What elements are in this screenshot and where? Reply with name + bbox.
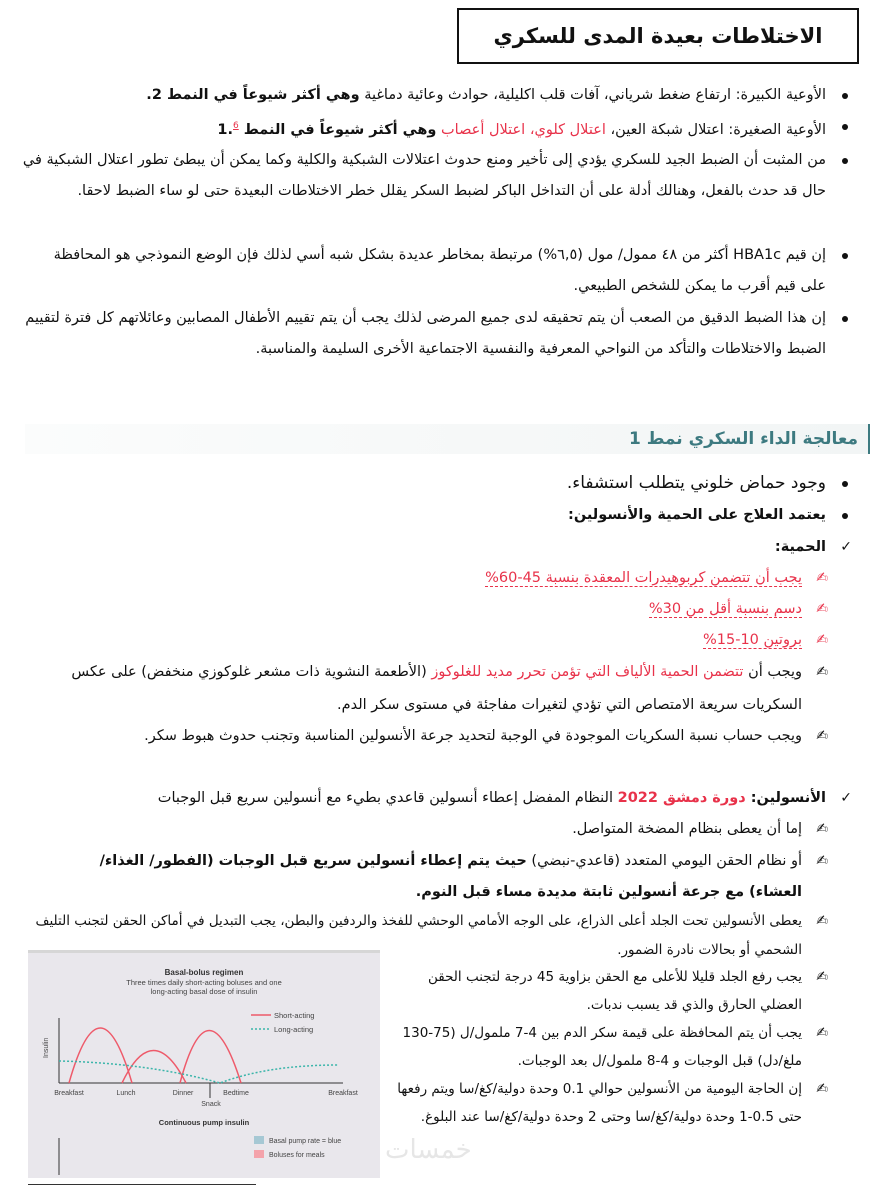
- check-item-diet: [11, 532, 856, 563]
- list-item-microvascular: [11, 111, 856, 146]
- figure-title-2: Continuous pump insulin: [158, 1118, 250, 1127]
- pencil-icon: ✍: [816, 601, 828, 617]
- legend-basal: Basal pump rate = blue: [269, 1138, 342, 1145]
- pencil-icon: ✍: [816, 1081, 828, 1097]
- legend-long: Long-acting: [274, 1025, 314, 1034]
- note-item: [390, 1019, 832, 1075]
- highlight-text: دورة دمشق 2022: [617, 790, 751, 806]
- page-title: الاختلاطات بعيدة المدى للسكري: [457, 8, 859, 64]
- legend-basal-swatch: [254, 1136, 264, 1144]
- pencil-icon: ✍: [816, 913, 828, 929]
- diet-calc-item: [67, 721, 832, 752]
- text: إما أن يعطى بنظام المضخة المتواصل.: [572, 821, 802, 837]
- x-tick: Bedtime: [223, 1090, 249, 1097]
- figure-subtitle: long-acting basal dose of insulin: [150, 987, 258, 996]
- text: ويجب حساب نسبة السكريات الموجودة في الوجبة لتحديد جرعة الأنسولين المناسبة وتجنب حدوث هبوط سكر.: [144, 728, 802, 744]
- legend-short: Short-acting: [274, 1011, 315, 1020]
- section-heading: [25, 424, 870, 454]
- insulin-mdi-item: [52, 846, 832, 908]
- bold-text: وهي أكثر شيوعاً في النمط 1.: [217, 121, 437, 138]
- text: (الأطعمة النشوية ذات مشعر غلوكوزي منخفض) على عكس السكريات سريعة الامتصاص التي تؤدي لتغيرات مفاجئة في مستوى سكر الدم.: [71, 664, 802, 713]
- note-item: [390, 963, 832, 1019]
- list-item-assessment: إن هذا الضبط الدقيق من الصعب أن يتم تحقيقه لدى جميع المرضى لذلك يجب أن يتم تقييم الأطفال المصابين وعائلاتهم كل فترة لتقييم الضبط والاختلاطات والتأكد من النواحي المعرفية والنفسية الاجتماعية الأخرى السليمة والمناسبة.: [0, 303, 856, 365]
- text: الأوعية الصغيرة: اعتلال شبكة العين،: [605, 121, 826, 138]
- list-item-hba1c: إن قيم HBA1c أكثر من ٤٨ ممول/ مول (٦,٥%) مرتبطة بمخاطر عديدة بشكل شبه أسي لذلك فإن الوضع النموذجي هو المحافظة على قيم أقرب ما يمكن للشخص الطبيعي.: [26, 240, 856, 302]
- text: يجب أن يتم المحافظة على قيمة سكر الدم بين 4-7 ملمول/ل (75-130 ملغ/دل) قبل الوجبات و 4-8 ملمول/ل بعد الوجبات.: [402, 1025, 802, 1069]
- note-item: [390, 1075, 832, 1131]
- figure-subtitle: Three times daily short-acting boluses and one: [126, 978, 282, 987]
- y-axis-label: Insulin: [43, 1037, 50, 1058]
- highlight-text: تتضمن الحمية الألياف التي تؤمن تحرر مديد للغلوكوز: [431, 664, 744, 680]
- diet-item-text[interactable]: يجب أن تتضمن كربوهيدرات المعقدة بنسبة 45-60%: [485, 570, 802, 586]
- list-item-control: من المثبت أن الضبط الجيد للسكري يؤدي إلى تأخير ومنع حدوث اعتلالات الشبكية والكلية وكما يمكن أن يبطئ تطور اعتلال الشبكية في حال قد حدث بالفعل، وهنالك أدلة على أن التداخل الباكر لضبط السكر يقلل خطر الاختلاطات البعيدة حتى لو ساء الضبط لاحقا.: [0, 145, 856, 207]
- diet-item: [12, 594, 832, 625]
- insulin-pump-item: [12, 814, 832, 845]
- diet-item: [12, 563, 832, 594]
- x-tick: Lunch: [116, 1090, 136, 1097]
- figure-title: Basal-bolus regimen: [164, 968, 244, 977]
- insulin-label: الأنسولين:: [750, 790, 826, 806]
- text: يعطى الأنسولين تحت الجلد أعلى الذراع، على الوجه الأمامي الوحشي للفخذ والردفين والبطن، يجب التبديل في أماكن الحقن لتجنب التليف الشحمي أو بحالات نادرة الضمور.: [35, 913, 802, 958]
- check-item-insulin: [11, 783, 856, 814]
- text: يجب رفع الجلد قليلا للأعلى مع الحقن بزاوية 45 درجة لتجنب الحقن العضلي الحارق والذي قد يسبب ندبات.: [427, 969, 802, 1013]
- watermark: خمسات: [385, 1135, 472, 1165]
- text: أو نظام الحقن اليومي المتعدد (قاعدي-نبضي): [526, 853, 802, 869]
- diet-label: الحمية:: [774, 539, 826, 555]
- legend-bolus-swatch: [254, 1150, 264, 1158]
- footnote-divider: [28, 1184, 256, 1185]
- bold-text: وهي أكثر شيوعاً في النمط 2.: [146, 87, 360, 103]
- highlight-text: اعتلال كلوي، اعتلال أعصاب: [436, 121, 606, 138]
- pencil-icon: ✍: [816, 632, 828, 648]
- list-item-macrovascular: [11, 80, 856, 111]
- reference-link[interactable]: 6: [233, 121, 239, 131]
- text: ويجب أن: [743, 664, 802, 680]
- diet-item-text[interactable]: بروتين 10-15%: [702, 632, 802, 648]
- short-acting-curve: [122, 1051, 186, 1084]
- diet-fiber-item: [67, 656, 832, 722]
- pencil-icon: ✍: [816, 728, 828, 744]
- section-heading-text: معالجة الداء السكري نمط 1: [628, 429, 858, 449]
- x-tick: Breakfast: [54, 1090, 84, 1097]
- x-tick: Breakfast: [328, 1090, 358, 1097]
- insulin-regimen-figure: [28, 950, 380, 1178]
- list-item-dka: وجود حماض خلوني يتطلب استشفاء.: [11, 468, 856, 499]
- checkmark-icon: ✓: [840, 790, 852, 806]
- x-tick: Dinner: [172, 1090, 194, 1097]
- pencil-icon: ✍: [816, 1025, 828, 1041]
- text: النظام المفضل إعطاء أنسولين قاعدي بطيء مع أنسولين سريع قبل الوجبات: [157, 790, 618, 806]
- legend-bolus: Boluses for meals: [269, 1152, 325, 1159]
- short-acting-curve: [180, 1031, 241, 1084]
- list-item-treatment: يعتمد العلاج على الحمية والأنسولين:: [11, 500, 856, 531]
- long-acting-curve: [59, 1061, 338, 1083]
- pencil-icon: ✍: [816, 664, 828, 680]
- text: الأوعية الكبيرة: ارتفاع ضغط شرياني، آفات قلب اكليلية، حوادث وعائية دماغية: [359, 87, 826, 103]
- pencil-icon: ✍: [816, 821, 828, 837]
- pencil-icon: ✍: [816, 570, 828, 586]
- short-acting-curve: [69, 1028, 132, 1083]
- pencil-icon: ✍: [816, 969, 828, 985]
- pencil-icon: ✍: [816, 853, 828, 869]
- text: إن الحاجة اليومية من الأنسولين حوالي 0.1 وحدة دولية/كغ/سا ويتم رفعها حتى 0.5-1 وحدة دولية/كغ/سا وحتى 2 وحدة دولية/كغ/سا عند البلوغ.: [397, 1081, 802, 1125]
- diet-item-text[interactable]: دسم بنسبة أقل من 30%: [648, 601, 802, 617]
- checkmark-icon: ✓: [840, 539, 852, 555]
- bold-text: حيث يتم إعطاء أنسولين سريع قبل الوجبات (الفطور/ الغذاء/ العشاء) مع جرعة أنسولين ثابتة مديدة مساء قبل النوم.: [99, 853, 802, 900]
- snack-label: Snack: [201, 1101, 221, 1108]
- diet-item: [12, 625, 832, 656]
